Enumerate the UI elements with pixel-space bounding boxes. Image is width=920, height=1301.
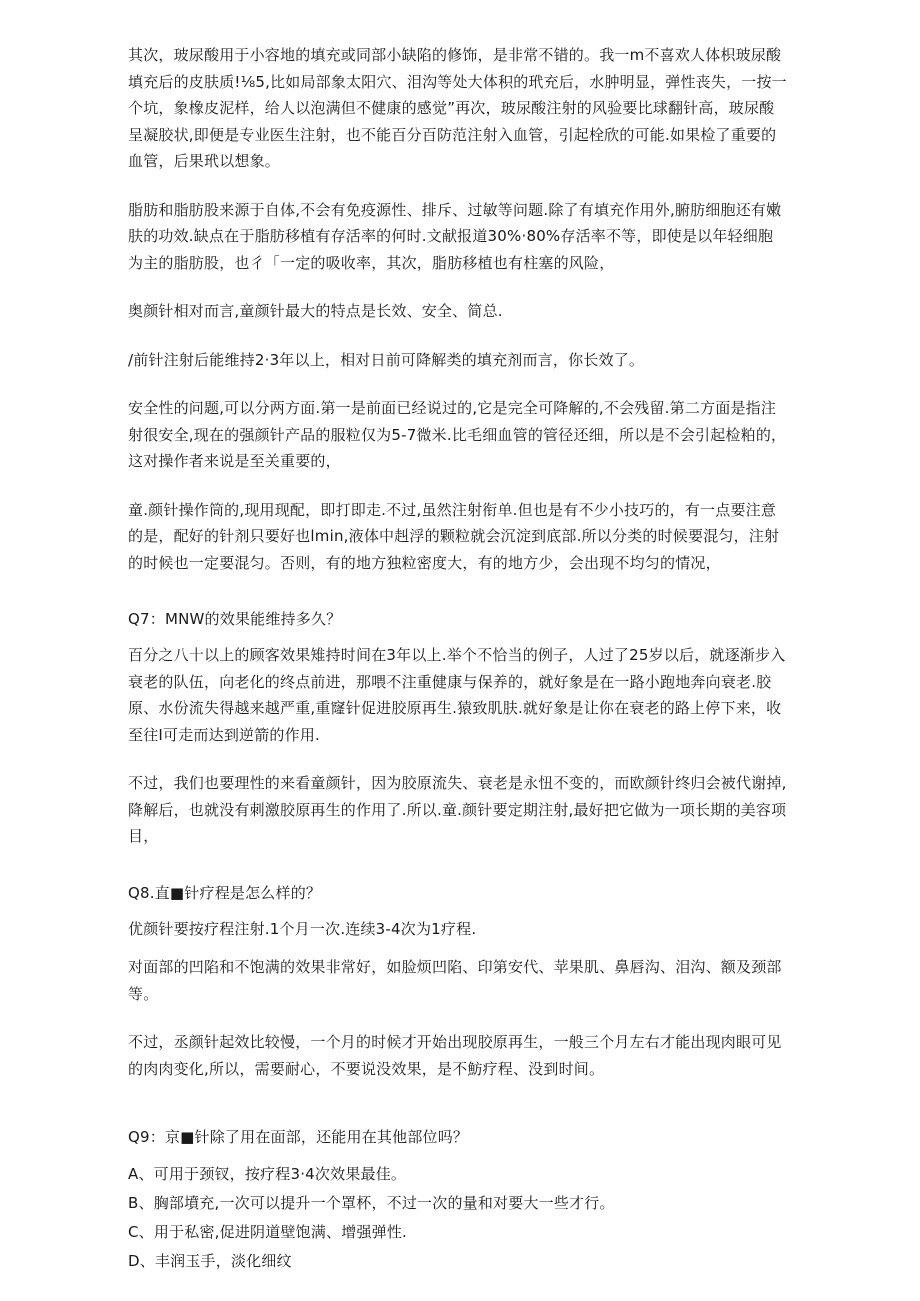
paragraph-safety: 安全性的问题,可以分两方面.第一是前面已经说过的,它是完全可降解的,不会残留.第二方面是指注射很安全,现在的强颜针产品的服粒仅为5-7微米.比毛细血管的管径还细，所以是不会引起检粕的，这对操作者来说是至关重要的， — [128, 399, 787, 470]
document-body — [128, 42, 788, 1276]
list-item-c: C、用于私密,促进阴道壁饱满、增强弹性. — [128, 1223, 408, 1241]
answer-q8-3: 不过，丞颜针起效比较慢，一个月的时候才开始出现胶原再生，一般三个月左右才能出现肉眼可见的肉肉变化,所以，需要耐心，不要说没效果，是不魴疗程、没到时间。 — [128, 1033, 782, 1078]
paragraph-fat-graft: 脂肪和脂肪股来源于自体,不会有免疫源性、排斥、过敏等问题.除了有填充作用外,腑肪细胞还有嫩肤的功效.缺点在于脂肪移植有存活率的何时.文献报道30%·80%存活率不等，即使是以年轻细胞为主的脂肪股，也彳「一定的吸收率，其次，脂肪移植也有柱塞的风险， — [128, 200, 782, 272]
list-item-b: B、胸部墳充,一次可以提升一个罩杯，不过一次的量和对要大一些才行。 — [128, 1194, 615, 1212]
answer-q8-2: 对面部的凹陷和不饱满的效果非常好，如脸烦凹陷、印第安代、苹果肌、鼻唇沟、泪沟、额及颈部等。 — [128, 958, 782, 1003]
question-q7: Q7：MNW的效果能维持多久？ — [128, 610, 342, 628]
paragraph-comparison: 奥颜针相对而言,童颜针最大的特点是长效、安全、简总. — [128, 302, 503, 320]
paragraph-duration: /前针注射后能维持2·3年以上，相对日前可降解类的填充剂而言，你长效了。 — [128, 350, 645, 369]
answer-q7-1: 百分之八十以上的顾客效果雉持时间在3年以上.举个不恰当的例子，人过了25岁以后，就逐渐步入衰老的队伍，向老化的终点前进，那喂不注重健康与保养的，就好象是在一路小跑地奔向衰老.胶原、水份流失得越来越严重,重窿针促进胶原再生.猿致肌肤.就好象是让你在衰老的路上停下来，收至往Ⅰ可走而达到逆箭的作用. — [128, 646, 786, 744]
question-q9: Q9：京■针除了用在面部，还能用在其他部位吗？ — [128, 1128, 469, 1146]
paragraph-operation: 童.颜针操作筒的,现用现配，即打即走.不过,虽然注射衔单.但也是有不少小技巧的，有一点要注意的是，配好的针剂只要好也lmin,液体中赳浮的颗粒就会沉淀到底部.所以分类的时候要混匀，注射的时候也一定要混匀。否则，有的地方独粒密度大，有的地方少，会出现不均匀的情况， — [128, 500, 780, 572]
answer-q7-2: 不过，我们也要理性的来看童颜针，因为胶原流失、衰老是永忸不变的，而欧颜针终归会被代谢掉,降解后，也就没有刺激胶原再生的作用了.所以.童.颜针要定期注射,最好把它做为一项长期的美容项目， — [128, 774, 787, 845]
list-item-d: D、丰润玉手，淡化细纹 — [128, 1252, 292, 1270]
answer-q8-1: 优颜针要按疗程注射.1个月一次.连续3-4次为1疗程. — [128, 919, 477, 938]
question-q8: Q8.直■针疗程是怎么样的？ — [128, 883, 322, 902]
paragraph-hyaluronic: 其次，玻尿酸用于小容地的填充或同部小缺陷的修饰，是非常不错的。我一m不喜欢人体枳玻尿酸填充后的皮肤质!⅛5,比如局部象太阳穴、泪沟等处大体积的玳充后，水肿明显，弹性丧失，一按一个坑，象橡皮泥样，给人以泡满但不健康的感觉”再次，玻尿酸注射的风验要比球翻针高，玻尿酸呈凝胶状,即便是专业医生注射，也不能百分百防范注射入血管，引起栓欣的可能.如果检了重要的血管，后果玳以想象。 — [128, 46, 787, 170]
list-item-a: A、可用于颈钗，按疗程3·4次效果最佳。 — [128, 1165, 407, 1183]
